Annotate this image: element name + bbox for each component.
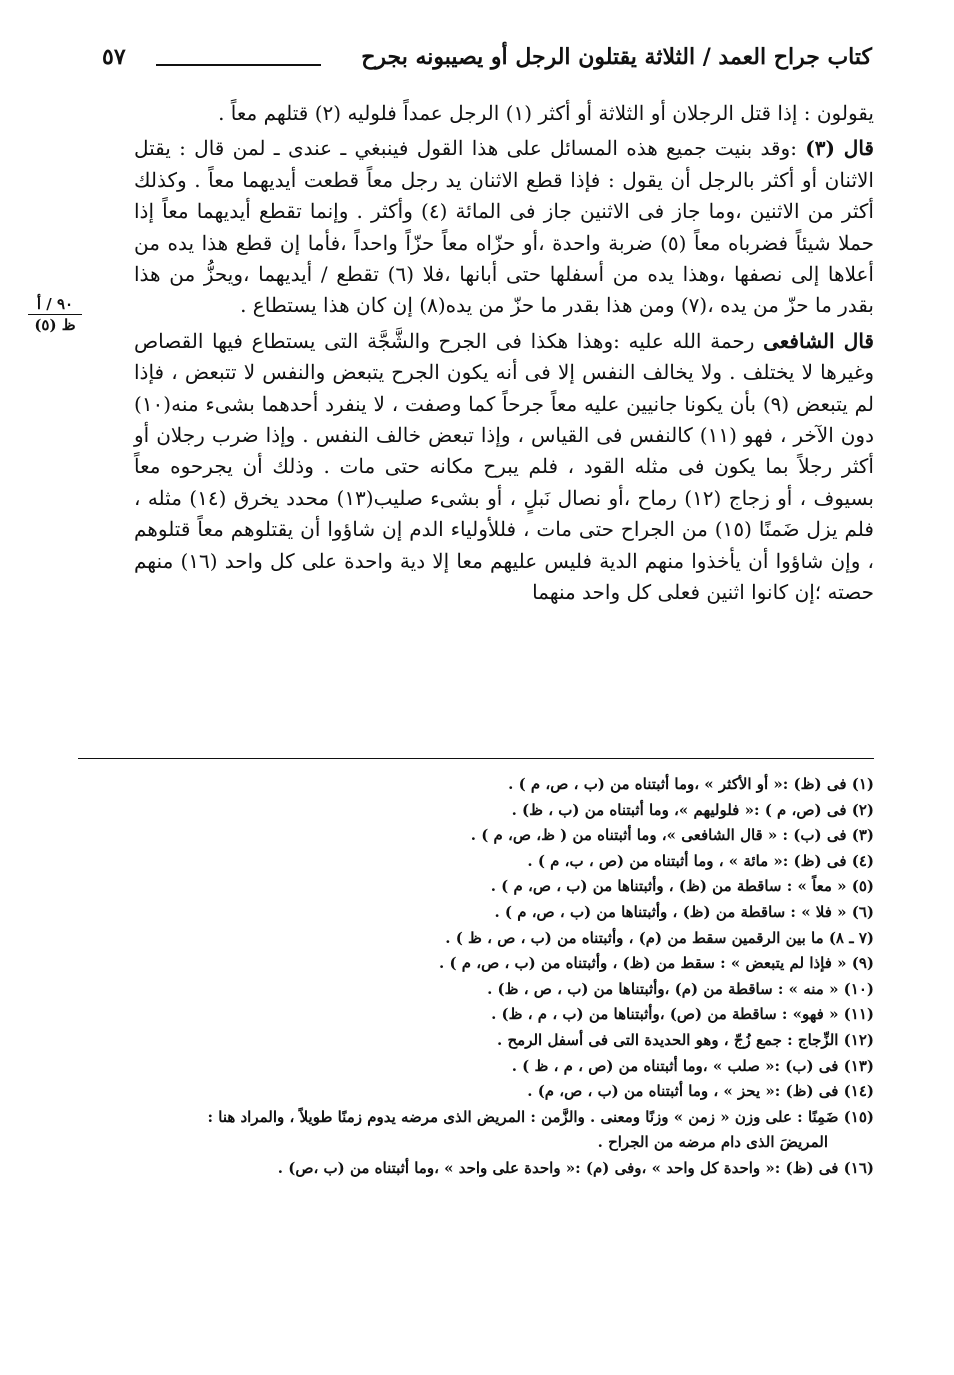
paragraph-text: رحمة الله عليه :وهذا هكذا فى الجرح والشَّجَّة التى يستطاع فيها القصاص وغيرها لا يختلف . ولا يخالف النفس إلا فى أنه يكون الجرح يتبعض والنفس لا تتبعض ، فإذا لم يتبعض (٩) بأن يكونا جانيين عليه معاً جرحاً كما وصفت ، لا ينفرد أحدهما بشىء منه(١٠) دون الآخر ، فهو (١١) كالنفس فى القياس ، وإذا تبعض خالف النفس . وإذا ضرب رجلان أو أكثر رجلاً بما يكون فى مثله القود ، فلم يبرح مكانه حتى مات . وذلك أن يجرحوه معاً بسيوف ، أو زجاج (١٢) رماح ،أو نصال نَبلٍ ، أو بشىء صليب(١٣) محدد يخرق (١٤) مثله ، فلم يزل ضَمنًا (١٥) من الجراح حتى مات ، فللأولياء الدم إن شاؤوا أن يقتلوهم معاً قتلوهم ، وإن شاؤوا أن يأخذوا منهم الدية فليس عليهم معا إلا دية واحدة على كل واحد (١٦) منهم حصته ؛إن كانوا اثنين فعلى كل واحد منهما	[134, 328, 874, 605]
footnote: (١) فى (ظ) :« أو الأكثر » ،وما أثبتناه من (ب ، ص، م ) .	[508, 775, 874, 793]
footnote: (١٥) ضَمِنًا : على وزن « زمن » وزنًا ومعنى . والزَّمن : المريض الذى مرضه يدوم زمنًا طويلاً ، والمراد هنا :	[207, 1107, 874, 1126]
paragraph-text: يقولون : إذا قتل الرجلان أو الثلاثة أو أكثر (١) الرجل عمداً فلوليه (٢) قتلهم معاً .	[218, 101, 874, 125]
footnote: (٣) فى (ب) : « قال الشافعى »، وما أثبتناه من ( ظ، ص، م ) .	[470, 826, 874, 845]
footnote: (١٤) فى (ظ) :« يحز » ، وما أثبتناه من (ب ، ص، م) .	[527, 1082, 874, 1101]
footnote: (٤) فى (ظ) :« مائة » ، وما أثبتناه من (ص ، ب، م ) .	[527, 851, 874, 870]
page-number: ٥٧	[102, 44, 126, 70]
header-rule	[156, 64, 321, 66]
paragraph-lead: قال (٣)	[805, 136, 874, 161]
paragraph-lead: قال الشافعى	[763, 328, 874, 353]
main-text	[134, 98, 874, 609]
paragraph-1	[134, 98, 874, 129]
footnote: (٥) « معاً » : ساقطة من (ظ) ، وأثبتناها من (ب ، ص، م ) .	[490, 877, 874, 896]
running-header	[102, 44, 872, 78]
footnote: (٦) « فلا » : ساقطة من (ظ) ، وأثبتناها من (ب ، ص، م ) .	[494, 902, 874, 921]
footnote: (١١) « فهو» : ساقطة من (ص) ،وأثبتناها من (ب ، م ، ظ) .	[491, 1005, 874, 1024]
paragraph-text: :وقد بنيت جميع هذه المسائل على هذا القول فينبغي ـ عندى ـ لمن قال : يقتل الاثنان أو أكثر بالرجل أن يقول : فإذا قطع الاثنان يد رجل معاً قطعت أيديهما معاً . وكذلك أكثر من الاثنين ،وما جاز فى الاثنين جاز فى المائة (٤) وأكثر . وإنما تقطع أيديهما معاً إذا حملا شيئاً فضرباه معاً (٥) ضربة واحدة ،أو حزّاه معاً حزّاً واحداً ،فأما إن قطع هذا يده من أعلاها إلى نصفها ،وهذا يده من أسفلها حتى أبانها ،فلا (٦) تقطع / أيديهما ،ويحزُّ من هذا بقدر ما حزّ من يده ،(٧) ومن هذا بقدر ما حزّ من يده(٨) إن كان هذا يستطاع .	[134, 136, 875, 318]
running-header-title: كتاب جراح العمد / الثلاثة يقتلون الرجل أو يصيبونه بجرح	[361, 44, 872, 70]
footnote: (٩) « فإذا لم يتبعض » : سقط من (ظ) ، وأثبتناه من (ب ، ص، م ) .	[439, 954, 874, 973]
manuscript-folio-note	[28, 294, 82, 335]
footnote: (١٠) « منه » : ساقطة من (م) ،وأثبتناها من (ب ، ص ، ظ) .	[487, 979, 874, 998]
footnotes-list	[78, 772, 874, 1182]
footnote-continuation: المريضَ الذى دام مرضه من الجراح .	[597, 1133, 828, 1152]
footnote: (١٣) فى (ب) :« صلب » ،وما أثبتناه من (ص ، م ، ظ ) .	[511, 1056, 874, 1075]
footnote: (١٦) فى (ظ) :« واحدة كل واحد » ،وفى (م) :« واحدة على واحد » ،وما أثبتناه من (ب ،ص) .	[277, 1158, 874, 1177]
paragraph-2	[134, 133, 874, 321]
folio-reference: ٩٠ / أ	[36, 295, 74, 313]
footnote-separator	[78, 758, 874, 759]
footnote: (١٢) الزِّجاج : جمع زُجّ ، وهو الحديدة التى فى أسفل الرمح .	[497, 1030, 874, 1049]
paragraph-3	[134, 326, 874, 609]
manuscript-siglum: ظ (٥)	[28, 314, 82, 335]
footnote: (٧ ـ ٨) ما بين الرقمين سقط من (م) ، وأثبتناه من (ب ، ص ، ظ ) .	[445, 928, 874, 947]
footnote: (٢) فى (ص، م ) :« فلوليهم »، وما أثبتناه من (ب ، ظ) .	[511, 800, 874, 819]
